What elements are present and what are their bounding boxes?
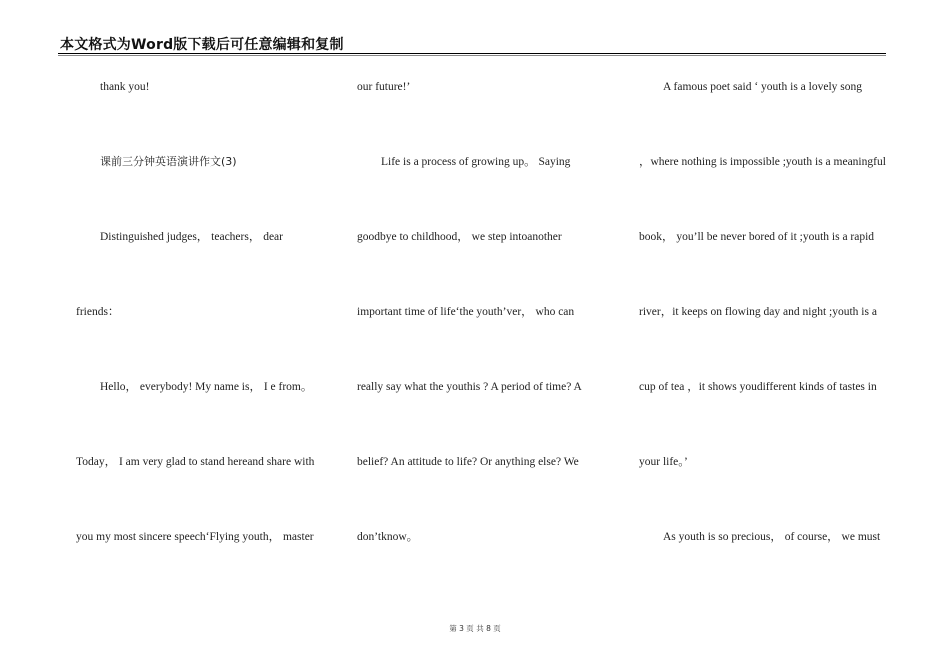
paragraph-line: important time of life‘the youth’ver， who can [357,306,575,318]
paragraph-line: cup of tea ，it shows youdifferent kinds of tastes in [639,381,877,393]
paragraph-line: Today， I am very glad to stand hereand share with [76,456,315,468]
paragraph-line: don’tknow。 [357,531,419,543]
page-number-footer: 第 3 页 共 8 页 [449,624,501,633]
paragraph-line: Distinguished judges， teachers， dear [100,231,283,243]
paragraph-line: your life。’ [639,456,688,468]
section-heading: 课前三分钟英语演讲作文(3) [100,155,237,168]
paragraph-line: As youth is so precious， of course， we must [663,531,881,543]
paragraph-line: friends： [76,306,120,318]
header-rule-thin [58,55,886,56]
paragraph-line: A famous poet said ‘ youth is a lovely song [663,81,862,93]
document-header-title: 本文格式为Word版下载后可任意编辑和复制 [60,37,344,53]
paragraph-line: Hello， everybody! My name is， I e from。 [100,381,313,393]
paragraph-line: Life is a process of growing up。 Saying [381,156,571,168]
header-rule [58,53,886,54]
paragraph-line: book， you’ll be never bored of it ;youth is a rapid [639,231,875,243]
paragraph-line: ，where nothing is impossible ;youth is a meaningful [639,156,886,168]
paragraph-line: goodbye to childhood， we step intoanother [357,231,562,243]
paragraph-line: really say what the youthis ? A period of time? A [357,381,582,393]
paragraph-line: thank you! [100,81,150,93]
paragraph-line: river，it keeps on flowing day and night ;youth is a [639,306,877,318]
paragraph-line: you my most sincere speech‘Flying youth， master [76,531,314,543]
paragraph-line: belief? An attitude to life? Or anything else? We [357,456,579,468]
paragraph-line: our future!’ [357,81,411,93]
